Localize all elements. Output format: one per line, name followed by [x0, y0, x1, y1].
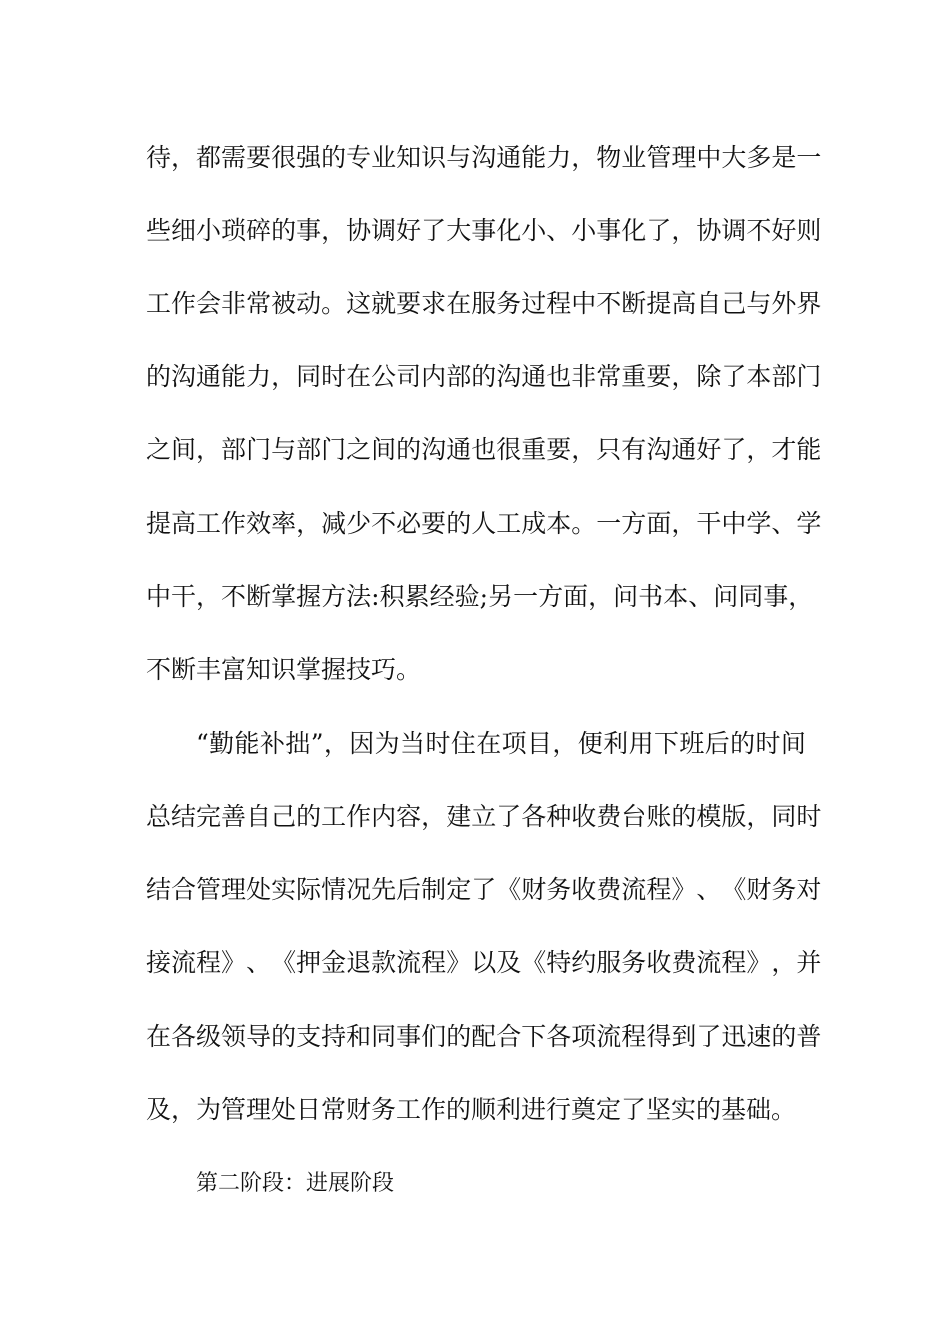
- paragraph-1-line-1: 待 ， 都 需 要 很 强 的 专 业 知 识 与 沟 通 能 力 ， 物 业 管 理 中 大 多 是 一: [146, 143, 822, 172]
- paragraph-1-line-6: 提 高 工 作 效 率 ， 减 少 不 必 要 的 人 工 成 本 。 一 方 面 ， 干 中 学 、 学: [146, 509, 822, 538]
- section-heading: 第二阶段：进展阶段: [196, 1171, 395, 1196]
- paragraph-2-line-5: 在 各 级 领 导 的 支 持 和 同 事 们 的 配 合 下 各 项 流 程 得 到 了 迅 速 的 普: [146, 1022, 822, 1051]
- paragraph-2-line-2: 总 结 完 善 自 己 的 工 作 内 容 ， 建 立 了 各 种 收 费 台 账 的 模 版 ， 同 时: [146, 802, 822, 831]
- paragraph-1-line-8: 不断丰富知识掌握技巧。: [146, 655, 422, 684]
- paragraph-1-line-7: 中 干 ， 不 断 掌 握 方 法 : 积 累 经 验 ; 另 一 方 面 ， 问 书 本 、 问 同 事 ，: [146, 582, 814, 611]
- paragraph-1-line-5: 之 间 ， 部 门 与 部 门 之 间 的 沟 通 也 很 重 要 ， 只 有 沟 通 好 了 ， 才 能: [146, 435, 822, 464]
- paragraph-2-line-4: 接 流 程 》 、 《 押 金 退 款 流 程 》 以 及 《 特 约 服 务 收 费 流 程 》 ， 并: [146, 948, 822, 977]
- paragraph-1-line-3: 工 作 会 非 常 被 动 。 这 就 要 求 在 服 务 过 程 中 不 断 提 高 自 己 与 外 界: [146, 289, 822, 318]
- paragraph-2-line-1: “ 勤 能 补 拙 ” ， 因 为 当 时 住 在 项 目 ， 便 利 用 下 班 后 的 时 间: [196, 729, 806, 758]
- paragraph-1-line-4: 的 沟 通 能 力 ， 同 时 在 公 司 内 部 的 沟 通 也 非 常 重 要 ， 除 了 本 部 门: [146, 362, 822, 391]
- paragraph-2-line-3: 结 合 管 理 处 实 际 情 况 先 后 制 定 了 《 财 务 收 费 流 程 》 、 《 财 务 对: [146, 875, 822, 904]
- paragraph-2-line-6: 及，为管理处日常财务工作的顺利进行奠定了坚实的基础。: [146, 1095, 797, 1124]
- paragraph-1-line-2: 些 细 小 琐 碎 的 事 ， 协 调 好 了 大 事 化 小 、 小 事 化 了 ， 协 调 不 好 则: [146, 216, 822, 245]
